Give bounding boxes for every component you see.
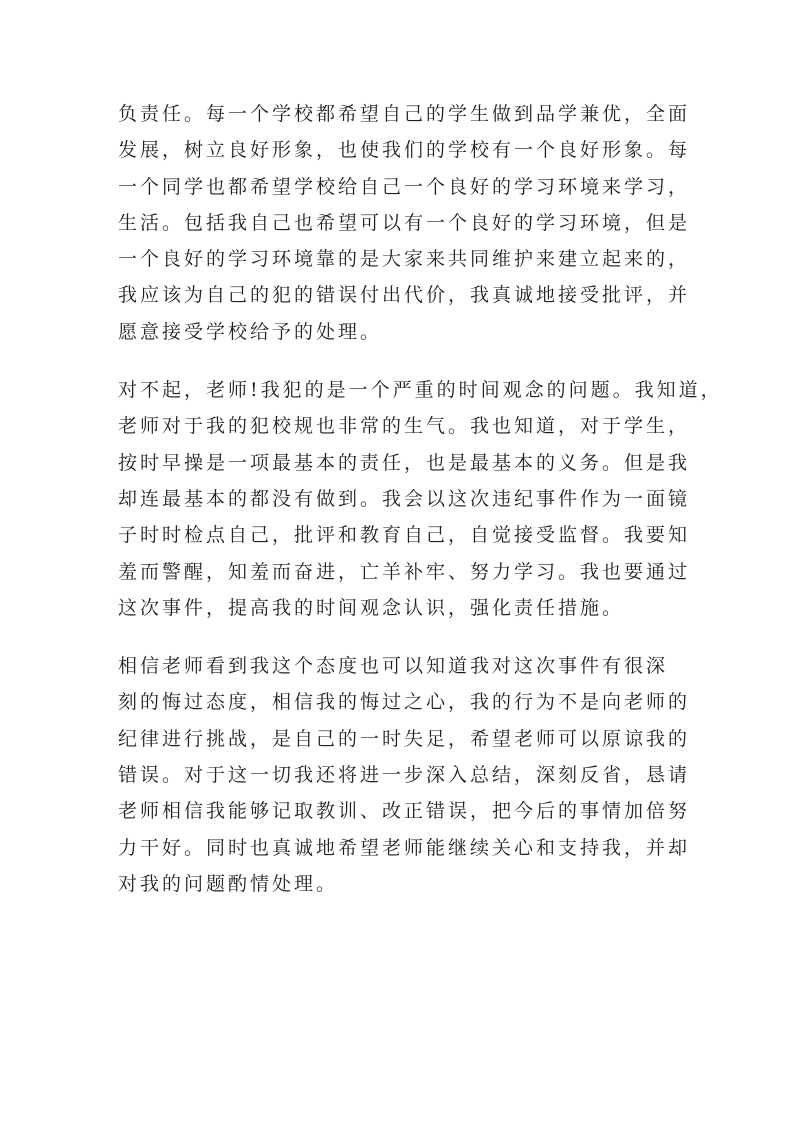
text-line: 却连最基本的都没有做到。我会以这次违纪事件作为一面镜	[118, 487, 691, 510]
text-line: 按时早操是一项最基本的责任，也是最基本的义务。但是我	[118, 451, 691, 474]
text-line: 力干好。同时也真诚地希望老师能继续关心和支持我，并却	[118, 836, 691, 859]
text-line: 一个良好的学习环境靠的是大家来共同维护来建立起来的，	[118, 248, 691, 271]
paragraph-1	[118, 96, 691, 350]
text-line: 我应该为自己的犯的错误付出代价，我真诚地接受批评，并	[118, 284, 691, 307]
text-line: 子时时检点自己，批评和教育自己，自觉接受监督。我要知	[118, 524, 691, 547]
text-line: 相信老师看到我这个态度也可以知道我对这次事件有很深	[118, 655, 669, 678]
text-line: 羞而警醒，知羞而奋进，亡羊补牢、努力学习。我也要通过	[118, 560, 691, 583]
text-line: 这次事件，提高我的时间观念认识，强化责任措施。	[118, 596, 625, 619]
text-line: 发展，树立良好形象，也使我们的学校有一个良好形象。每	[118, 139, 691, 162]
text-line: 一个同学也都希望学校给自己一个良好的学习环境来学习，	[118, 175, 691, 198]
text-line: 老师对于我的犯校规也非常的生气。我也知道，对于学生，	[118, 415, 691, 438]
text-line: 纪律进行挑战，是自己的一时失足，希望老师可以原谅我的	[118, 727, 691, 750]
paragraph-2	[118, 372, 723, 626]
text-line: 生活。包括我自己也希望可以有一个良好的学习环境，但是	[118, 211, 691, 234]
text-line: 刻的悔过态度，相信我的悔过之心，我的行为不是向老师的	[118, 691, 691, 714]
text-line: 错误。对于这一切我还将进一步深入总结，深刻反省，恳请	[118, 764, 691, 787]
text-line: 愿意接受学校给予的处理。	[118, 320, 383, 343]
text-line: 对我的问题酌情处理。	[118, 872, 339, 895]
paragraph-3	[118, 648, 691, 902]
text-line: 老师相信我能够记取教训、改正错误，把今后的事情加倍努	[118, 800, 691, 823]
text-line: 负责任。每一个学校都希望自己的学生做到品学兼优，全面	[118, 103, 691, 125]
document-body	[118, 96, 723, 924]
text-line: 对不起，老师!我犯的是一个严重的时间观念的问题。我知道，	[118, 379, 723, 402]
